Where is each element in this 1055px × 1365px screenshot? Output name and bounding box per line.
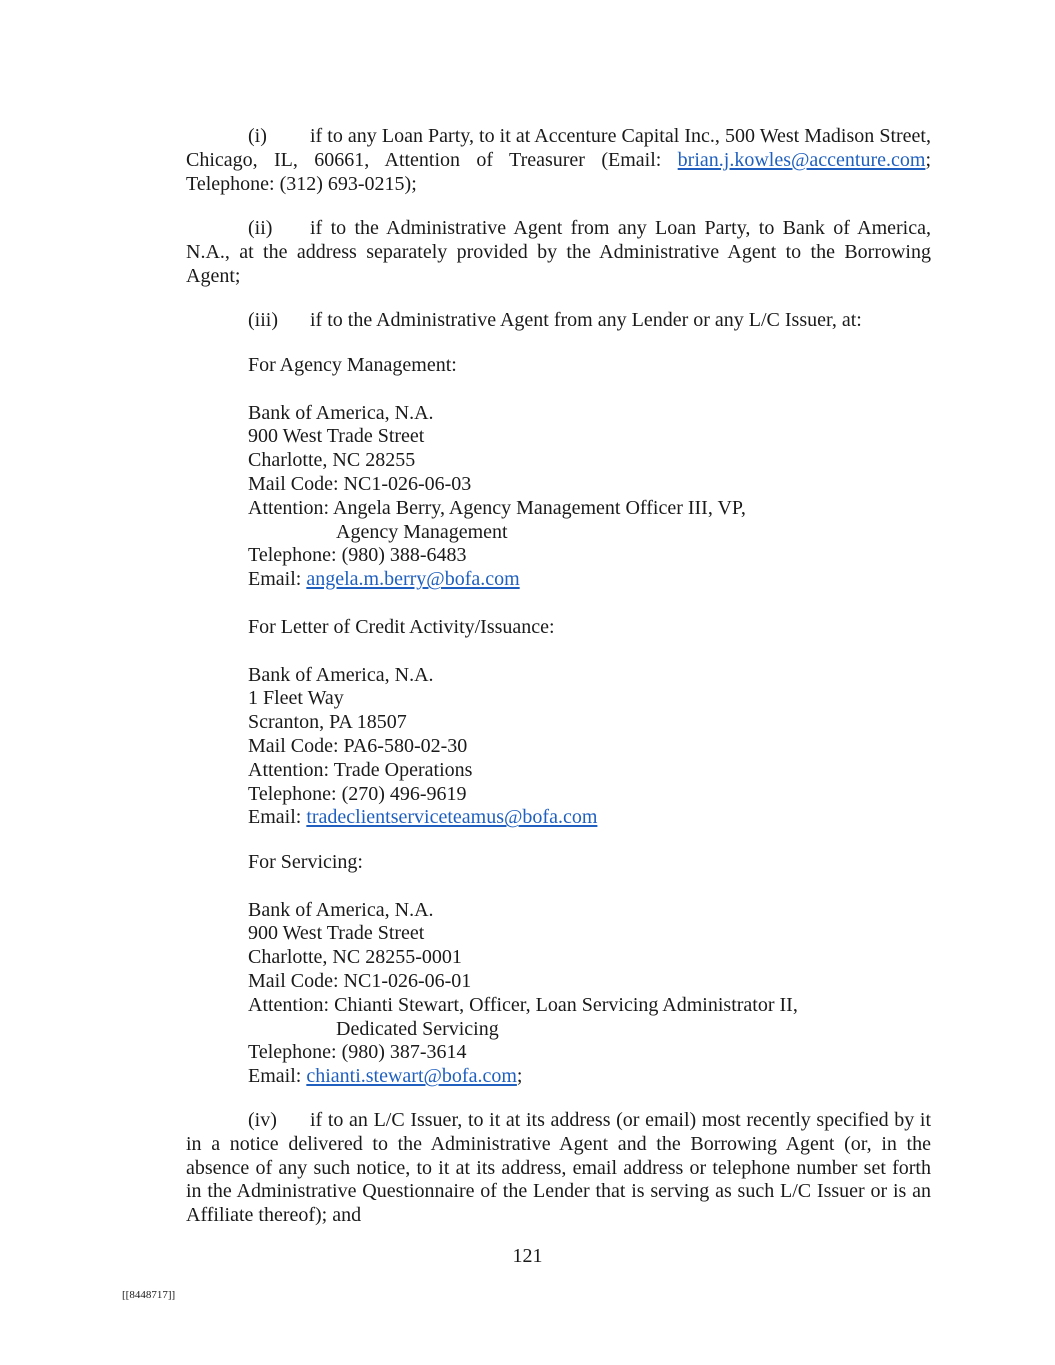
clause-ii <box>186 217 931 288</box>
clause-text: if to the Administrative Agent from any Loan Party, to Bank of America, N.A., at the address separately provided by the Administrative Agent to the Borrowing Agent; <box>186 217 931 287</box>
contact-attention-cont: Dedicated Servicing <box>336 1017 499 1040</box>
contact-attention: Attention: Angela Berry, Agency Management Officer III, VP, <box>248 496 746 519</box>
contact-mail-code: Mail Code: NC1-026-06-03 <box>248 472 472 495</box>
clause-text: if to any Loan Party, to it at Accenture Capital Inc., 500 West Madison Street, Chicago, IL, 60661, Attention of Treasurer (Email: <box>186 125 931 171</box>
contact-email-line <box>248 806 597 830</box>
email-link[interactable]: brian.j.kowles@accenture.com <box>677 148 926 171</box>
contact-city: Scranton, PA 18507 <box>248 711 407 734</box>
contact-name: Bank of America, N.A. <box>248 663 434 686</box>
clause-iii <box>186 309 931 333</box>
contact-heading: For Letter of Credit Activity/Issuance: <box>248 616 555 638</box>
contact-email-line <box>248 1065 798 1089</box>
page-number: 121 <box>512 1245 543 1267</box>
contact-heading: For Servicing: <box>248 851 363 873</box>
clause-text: if to an L/C Issuer, to it at its address (or email) most recently specified by it in a notice delivered to the Administrative Agent and the Borrowing Agent (or, in the absence of any such notice, to it at its address, email address or telephone number set forth in the Administrative Questionnaire of the Lender that is serving as such L/C Issuer or is an Affiliate thereof); and <box>186 1109 931 1227</box>
clause-iv <box>186 1109 931 1228</box>
email-link[interactable]: chianti.stewart@bofa.com <box>306 1065 517 1088</box>
email-link[interactable]: angela.m.berry@bofa.com <box>306 568 520 591</box>
contact-mail-code: Mail Code: NC1-026-06-01 <box>248 969 472 992</box>
contact-servicing <box>248 851 798 1089</box>
contact-email-line <box>248 568 746 592</box>
contact-heading: For Agency Management: <box>248 354 457 376</box>
email-label: Email: <box>248 806 307 829</box>
contact-letter-of-credit <box>248 616 597 830</box>
clause-number: (i) <box>248 125 267 147</box>
clause-text-tail: ; Telephone: (312) 693-0215); <box>186 148 931 195</box>
email-label: Email: <box>248 1065 307 1088</box>
clause-number: (iii) <box>248 309 278 331</box>
contact-telephone: Telephone: (270) 496-9619 <box>248 782 467 805</box>
contact-name: Bank of America, N.A. <box>248 898 434 921</box>
clause-number: (ii) <box>248 217 273 239</box>
contact-attention-cont: Agency Management <box>336 520 508 543</box>
contact-agency-management <box>248 354 746 592</box>
contact-telephone: Telephone: (980) 387-3614 <box>248 1041 467 1064</box>
email-suffix: ; <box>516 1065 523 1088</box>
email-label: Email: <box>248 568 307 591</box>
contact-mail-code: Mail Code: PA6-580-02-30 <box>248 734 468 757</box>
contact-name: Bank of America, N.A. <box>248 401 434 424</box>
contact-attention: Attention: Trade Operations <box>248 758 473 781</box>
contact-street: 900 West Trade Street <box>248 922 425 945</box>
clause-number: (iv) <box>248 1109 277 1131</box>
clause-i <box>186 125 931 196</box>
contact-telephone: Telephone: (980) 388-6483 <box>248 544 467 567</box>
contact-street: 900 West Trade Street <box>248 425 425 448</box>
email-link[interactable]: tradeclientserviceteamus@bofa.com <box>306 806 598 829</box>
document-id: [[8448717]] <box>122 1289 176 1301</box>
clause-text: if to the Administrative Agent from any Lender or any L/C Issuer, at: <box>310 309 862 331</box>
contact-attention: Attention: Chianti Stewart, Officer, Loan Servicing Administrator II, <box>248 993 798 1016</box>
contact-street: 1 Fleet Way <box>248 687 344 710</box>
contact-city: Charlotte, NC 28255 <box>248 449 416 472</box>
contact-city: Charlotte, NC 28255-0001 <box>248 946 462 969</box>
